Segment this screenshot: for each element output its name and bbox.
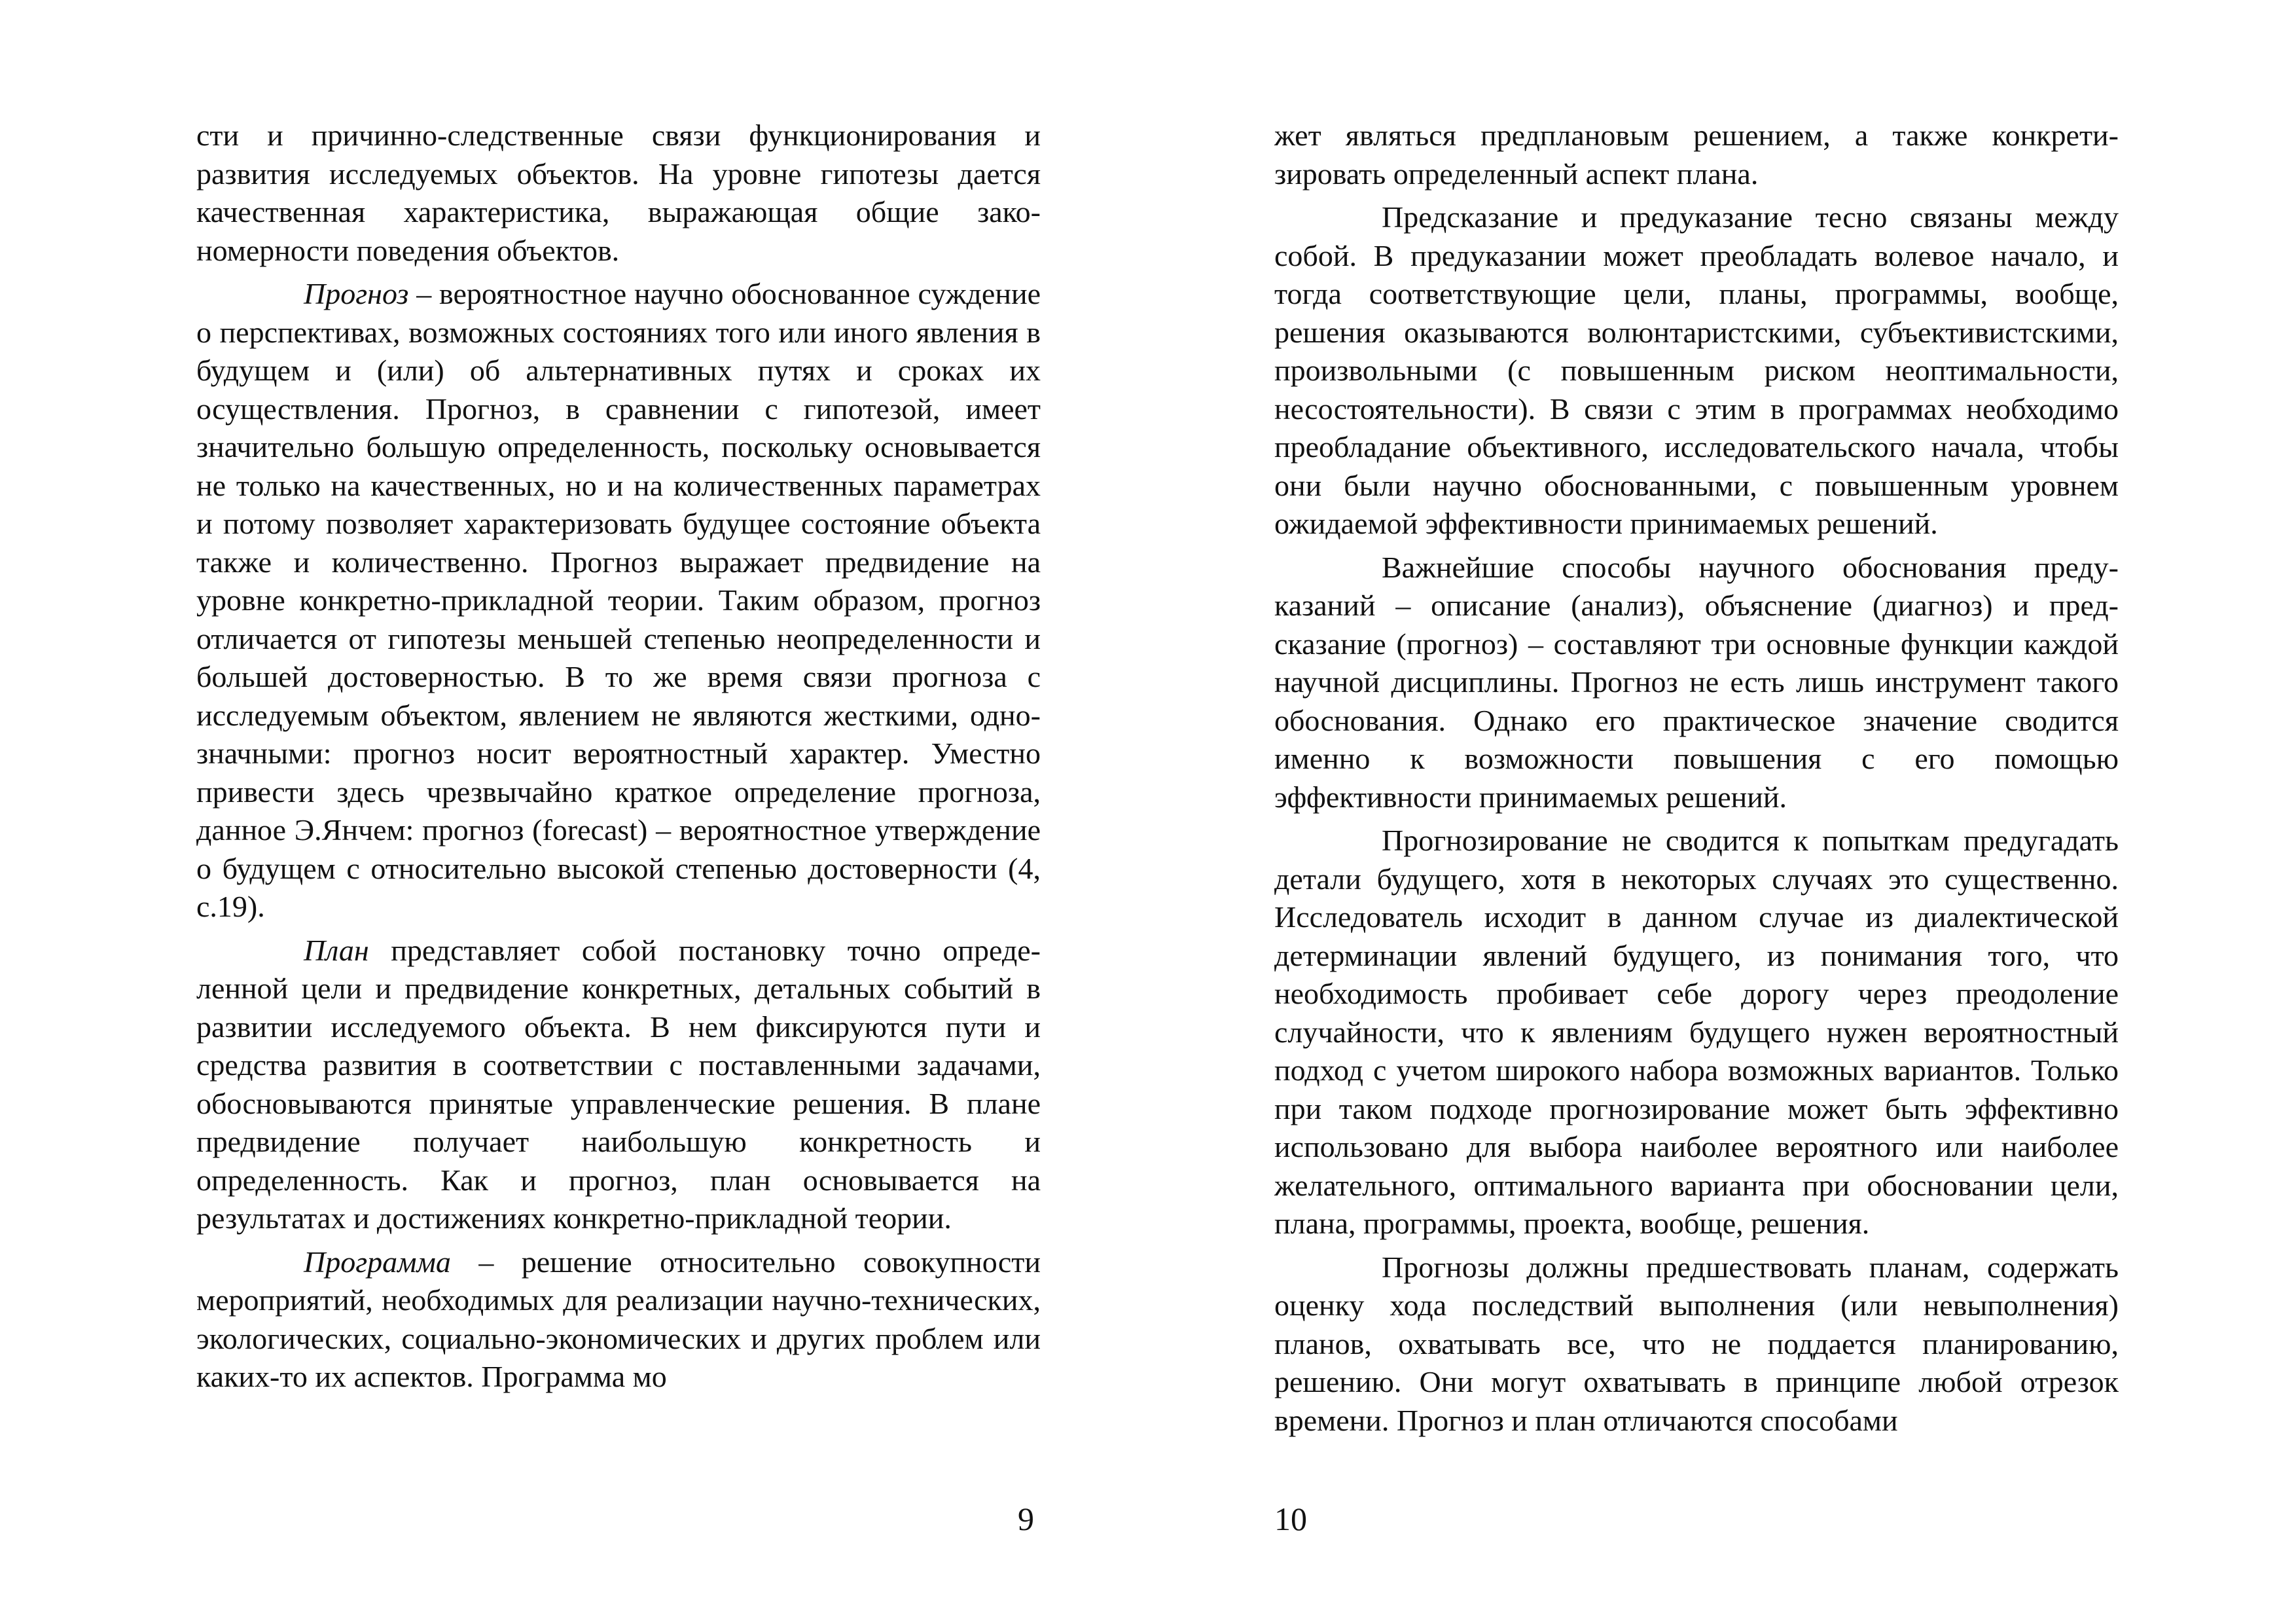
paragraph-text: – решение относительно совокупности мероприятий, необходимых для реализации научно-технических, экологических, социально-экономических и других проблем или каких-то их аспектов. Программа мо (196, 1245, 1041, 1393)
right-paragraph-5 (1274, 1249, 2119, 1440)
term-plan: План (304, 933, 369, 967)
right-page (1274, 117, 2119, 1437)
term-programma: Программа (304, 1245, 451, 1279)
paragraph-text: Предсказание и предуказание тесно связаны между собой. В предуказании может преобладать волевое начало, и тогда соответствующие цели, планы, программы, вообще, решения оказываются волюнтаристскими, субъективистскими, произвольными (с повышенным риском неоптимальности, несостоятельности). В связи с этим в программах необходимо преобладание объективного, исследовательского начала, чтобы они были научно обоснованными, с повышенным уровнем ожидаемой эффективности принимаемых решений. (1274, 200, 2119, 540)
paragraph-text: Важнейшие способы научного обоснования предуказаний – описание (анализ), объяснение (диагноз) и предсказание (прогноз) – составляют три основные функции каждой научной дисциплины. Прогноз не есть лишь инструмент такого обоснования. Однако его практическое значение сводится именно к возможности повышения с его помощью эффективности принимаемых решений. (1274, 550, 2119, 814)
paragraph-text: Прогнозы должны предшествовать планам, содержать оценку хода последствий выполнения (или невыполнения) планов, охватывать все, что не поддается планированию, решению. Они могут охватывать в принципе любой отрезок времени. Прогноз и план отличаются способами (1274, 1250, 2119, 1437)
left-paragraph-1 (196, 117, 1041, 270)
left-paragraph-3 (196, 932, 1041, 1238)
page-number-left: 9 (1018, 1501, 1034, 1537)
left-page (196, 117, 1041, 1413)
right-paragraph-1 (1274, 117, 2119, 193)
right-paragraph-3 (1274, 549, 2119, 817)
paragraph-text: представляет собой постановку точно определенной цели и предвидение конкретных, детальных событий в развитии исследуемого объекта. В нем фиксируются пути и средства развития в соответствии с поставленными задачами, обосновываются принятые управленческие решения. В плане предвидение получает наибольшую конкретность и определенность. Как и прогноз, план основывается на результатах и достижениях конкретно-прикладной теории. (196, 933, 1041, 1235)
right-paragraph-4 (1274, 822, 2119, 1243)
paragraph-text: сти и причинно-следственные связи функционирования и развития исследуемых объектов. На уровне гипотезы дается качественная характеристика, выражающая общие закономерности поведения объектов. (196, 119, 1041, 267)
right-paragraph-2 (1274, 198, 2119, 543)
left-paragraph-2 (196, 275, 1041, 926)
paragraph-text: Прогнозирование не сводится к попыткам предугадать детали будущего, хотя в некоторых случаях это существенно. Исследователь исходит в данном случае из диалектической детерминации явлений будущего, из понимания того, что необходимость пробивает себе дорогу через преодоление случайности, что к явлениям будущего нужен вероятностный подход с учетом широкого набора возможных вариантов. Только при таком подходе прогнозирование может быть эффективно использовано для выбора наиболее вероятного или наиболее желательного, оптимального варианта при обосновании цели, плана, программы, проекта, вообще, решения. (1274, 824, 2119, 1240)
term-prognoz: Прогноз (304, 277, 409, 310)
page-number-right: 10 (1274, 1501, 1307, 1537)
paragraph-text: – вероятностное научно обоснованное суждение о перспективах, возможных состояниях того или иного явления в будущем и (или) об альтернативных путях и сроках их осуществления. Прогноз, в сравнении с гипотезой, имеет значительно большую определенность, поскольку основывается не только на качественных, но и на количественных параметрах и потому позволяет характеризовать будущее состояние объекта также и количественно. Прогноз выражает предвидение на уровне конкретно-прикладной теории. Таким образом, прогноз отличается от гипотезы меньшей степенью неопределенности и большей достоверностью. В то же время связи прогноза с исследуемым объектом, явлением не являются жесткими, однозначными: прогноз носит вероятностный характер. Уместно привести здесь чрезвычайно краткое определение прогноза, данное Э.Янчем: прогноз (forecast) – вероятностное утверждение о будущем с относительно высокой степенью достоверности (4, с.19). (196, 277, 1041, 923)
paragraph-text: жет являться предплановым решением, а также конкретизировать определенный аспект плана. (1274, 119, 2119, 191)
left-paragraph-4 (196, 1243, 1041, 1396)
